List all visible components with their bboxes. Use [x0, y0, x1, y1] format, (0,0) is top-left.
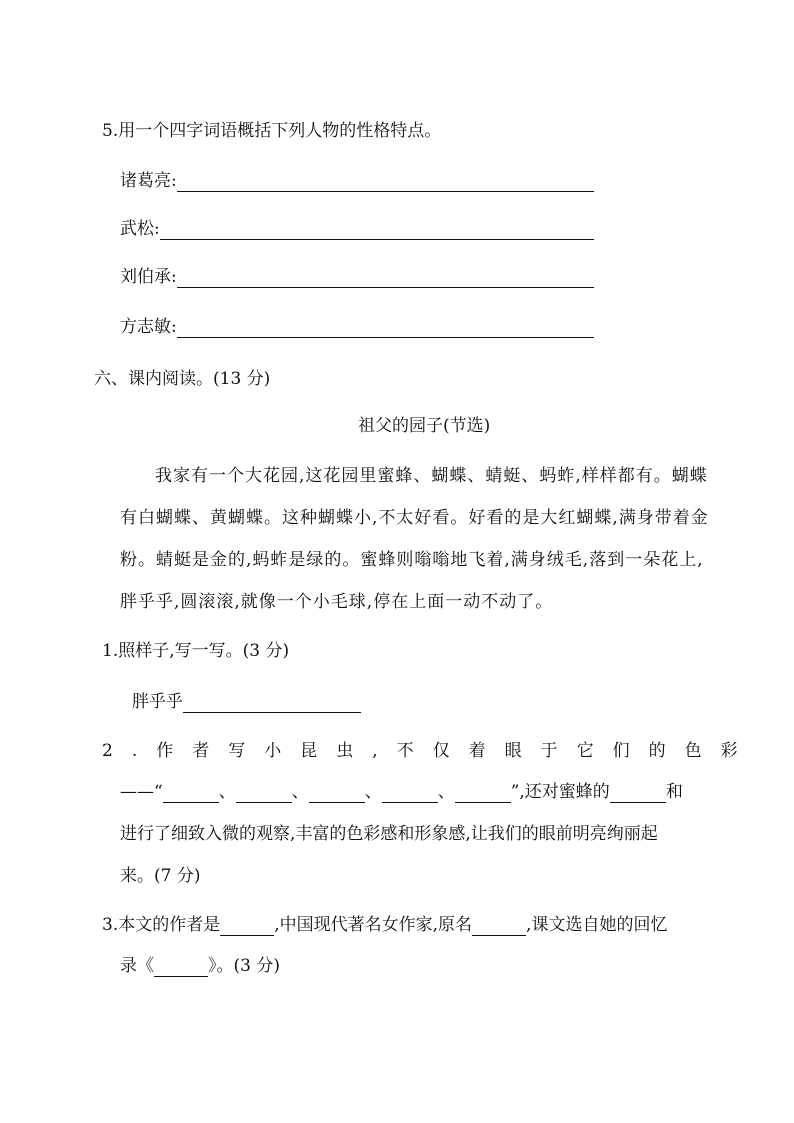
- passage-line-4: 胖乎乎,圆滚滚,就像一个小毛球,停在上面一动不动了。: [120, 592, 554, 612]
- answer-line[interactable]: [177, 171, 594, 192]
- q3-part3: ,课文选自她的回忆: [526, 915, 668, 935]
- blank-original-name[interactable]: [472, 915, 526, 936]
- q5-item-fangzhimin: [120, 312, 594, 338]
- blank-author[interactable]: [220, 915, 274, 936]
- q5-item-label: 诸葛亮:: [120, 171, 177, 191]
- q2-dash: ——“: [120, 782, 163, 802]
- q2-line-1: 2.作者写小昆虫,不仅着眼于它们的色彩: [102, 741, 757, 761]
- blank-5[interactable]: [455, 782, 511, 803]
- sep: 、: [218, 782, 236, 802]
- q3-part2: ,中国现代著名女作家,原名: [274, 915, 473, 935]
- q2-line-2: [120, 777, 683, 803]
- blank-1[interactable]: [163, 782, 219, 803]
- q5-prompt: 5.用一个四字词语概括下列人物的性格特点。: [102, 121, 442, 141]
- q2-close-quote: ”,还对蜜蜂的: [510, 782, 610, 802]
- answer-line[interactable]: [160, 219, 594, 240]
- q3-part1: 3.本文的作者是: [102, 915, 221, 935]
- passage-line-3: 粉。蜻蜓是金的,蚂蚱是绿的。蜜蜂则嗡嗡地飞着,满身绒毛,落到一朵花上,: [120, 550, 704, 570]
- answer-line[interactable]: [177, 267, 594, 288]
- sep: 、: [364, 782, 382, 802]
- q3-line-1: [102, 910, 667, 936]
- q2-line-3: 进行了细致入微的观察,丰富的色彩感和形象感,让我们的眼前明亮绚丽起: [120, 824, 658, 844]
- passage-line-2: 有白蝴蝶、黄蝴蝶。这种蝴蝶小,不太好看。好看的是大红蝴蝶,满身带着金: [120, 508, 709, 528]
- answer-line[interactable]: [183, 692, 361, 713]
- q1-example: [132, 687, 361, 713]
- blank-2[interactable]: [236, 782, 292, 803]
- sep: 、: [437, 782, 455, 802]
- q1-prompt: 1.照样子,写一写。(3 分): [102, 641, 290, 661]
- section6-heading: 六、课内阅读。(13 分): [94, 369, 271, 389]
- q5-item-label: 武松:: [120, 219, 160, 239]
- q3-line-2: [120, 951, 280, 977]
- q2-line-4: 来。(7 分): [120, 866, 201, 886]
- blank-3[interactable]: [309, 782, 365, 803]
- q5-item-liubocheng: [120, 262, 594, 288]
- q3-part5: 》。(3 分): [208, 956, 280, 976]
- blank-book[interactable]: [154, 956, 208, 977]
- passage-line-1: 我家有一个大花园,这花园里蜜蜂、蝴蝶、蜻蜓、蚂蚱,样样都有。蝴蝶: [155, 466, 708, 486]
- blank-6[interactable]: [610, 782, 666, 803]
- q5-item-wusong: [120, 214, 594, 240]
- blank-4[interactable]: [382, 782, 438, 803]
- q5-item-label: 方志敏:: [120, 317, 177, 337]
- q3-part4: 录《: [120, 956, 154, 976]
- q5-item-zhugeliang: [120, 166, 594, 192]
- q1-example-word: 胖乎乎: [132, 692, 183, 712]
- q2-he: 和: [665, 782, 683, 802]
- answer-line[interactable]: [177, 317, 594, 338]
- q5-item-label: 刘伯承:: [120, 267, 177, 287]
- passage-title: 祖父的园子(节选): [358, 416, 491, 436]
- sep: 、: [291, 782, 309, 802]
